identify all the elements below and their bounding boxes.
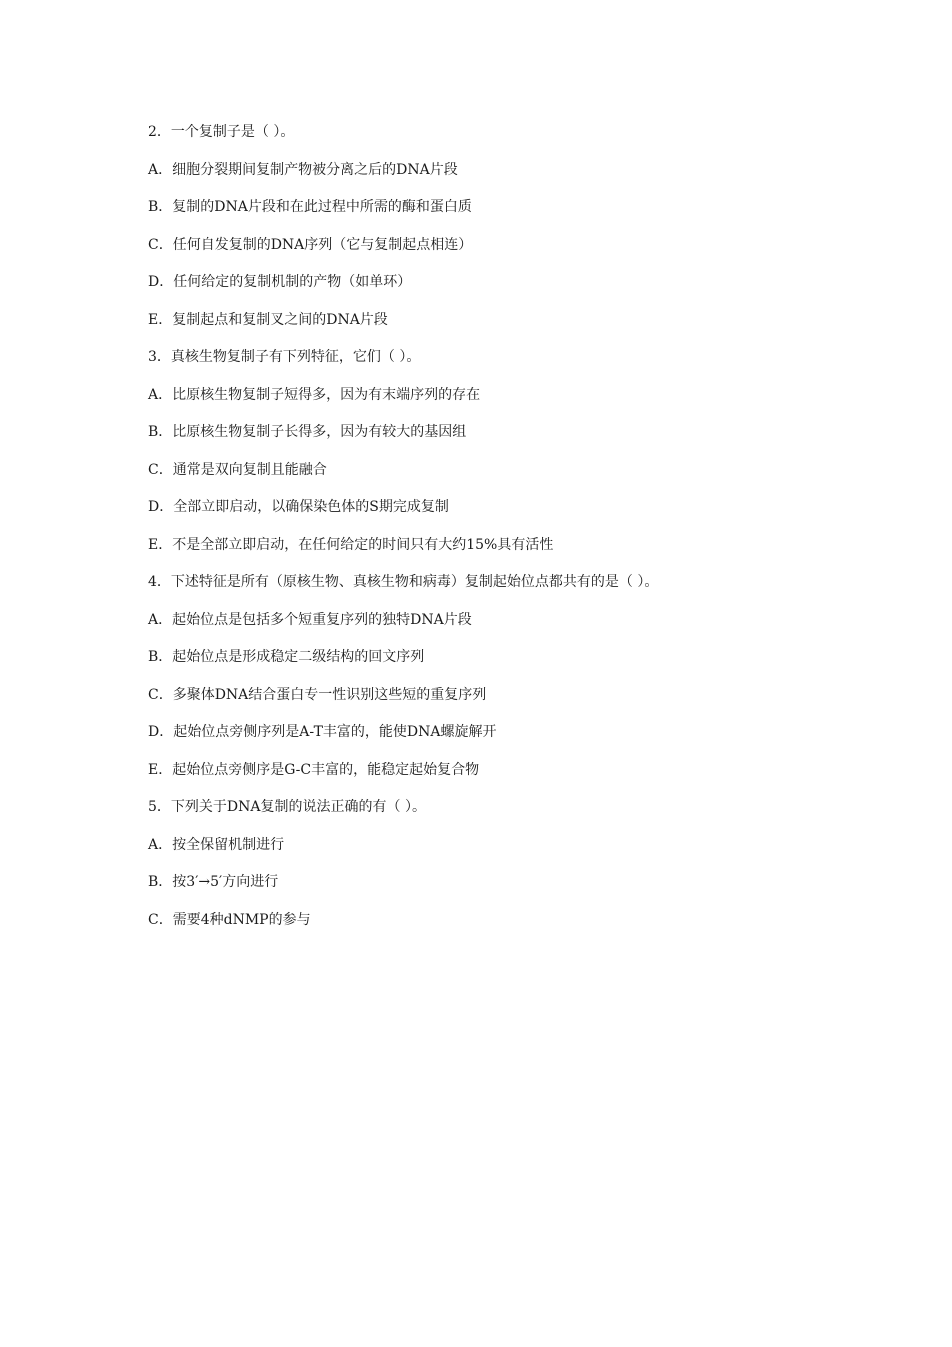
answer-option: E．不是全部立即启动，在任何给定的时间只有大约15%具有活性 [148,536,554,553]
answer-option: D．任何给定的复制机制的产物（如单环） [148,274,412,290]
answer-option: C．多聚体DNA结合蛋白专一性识别这些短的重复序列 [148,686,487,703]
question-stem: 2．一个复制子是（ ）。 [148,124,295,140]
answer-option: B．复制的DNA片段和在此过程中所需的酶和蛋白质 [148,199,472,215]
answer-option: E．起始位点旁侧序是G-C丰富的，能稳定起始复合物 [148,761,480,778]
answer-option: C．通常是双向复制且能融合 [148,461,327,478]
answer-option: C．需要4种dNMP的参与 [148,911,311,928]
question-stem: 4．下述特征是所有（原核生物、真核生物和病毒）复制起始位点都共有的是（ ）。 [148,574,659,590]
answer-option: C．任何自发复制的DNA序列（它与复制起点相连） [148,236,473,253]
answer-option: B．起始位点是形成稳定二级结构的回文序列 [148,649,425,665]
answer-option: A．按全保留机制进行 [148,836,285,853]
answer-option: D．起始位点旁侧序列是A-T丰富的，能使DNA螺旋解开 [148,724,497,740]
question-stem: 5．下列关于DNA复制的说法正确的有（ ）。 [148,799,426,815]
question-stem: 3．真核生物复制子有下列特征，它们（ ）。 [148,349,421,365]
answer-option: A．起始位点是包括多个短重复序列的独特DNA片段 [148,611,472,628]
question-list [148,121,908,946]
answer-option: A．比原核生物复制子短得多，因为有末端序列的存在 [148,386,481,403]
answer-option: B．按3′→5′方向进行 [148,874,279,890]
answer-option: B．比原核生物复制子长得多，因为有较大的基因组 [148,424,467,440]
answer-option: E．复制起点和复制叉之间的DNA片段 [148,311,388,328]
answer-option: D．全部立即启动，以确保染色体的S期完成复制 [148,499,449,515]
answer-option: A．细胞分裂期间复制产物被分离之后的DNA片段 [148,161,458,178]
